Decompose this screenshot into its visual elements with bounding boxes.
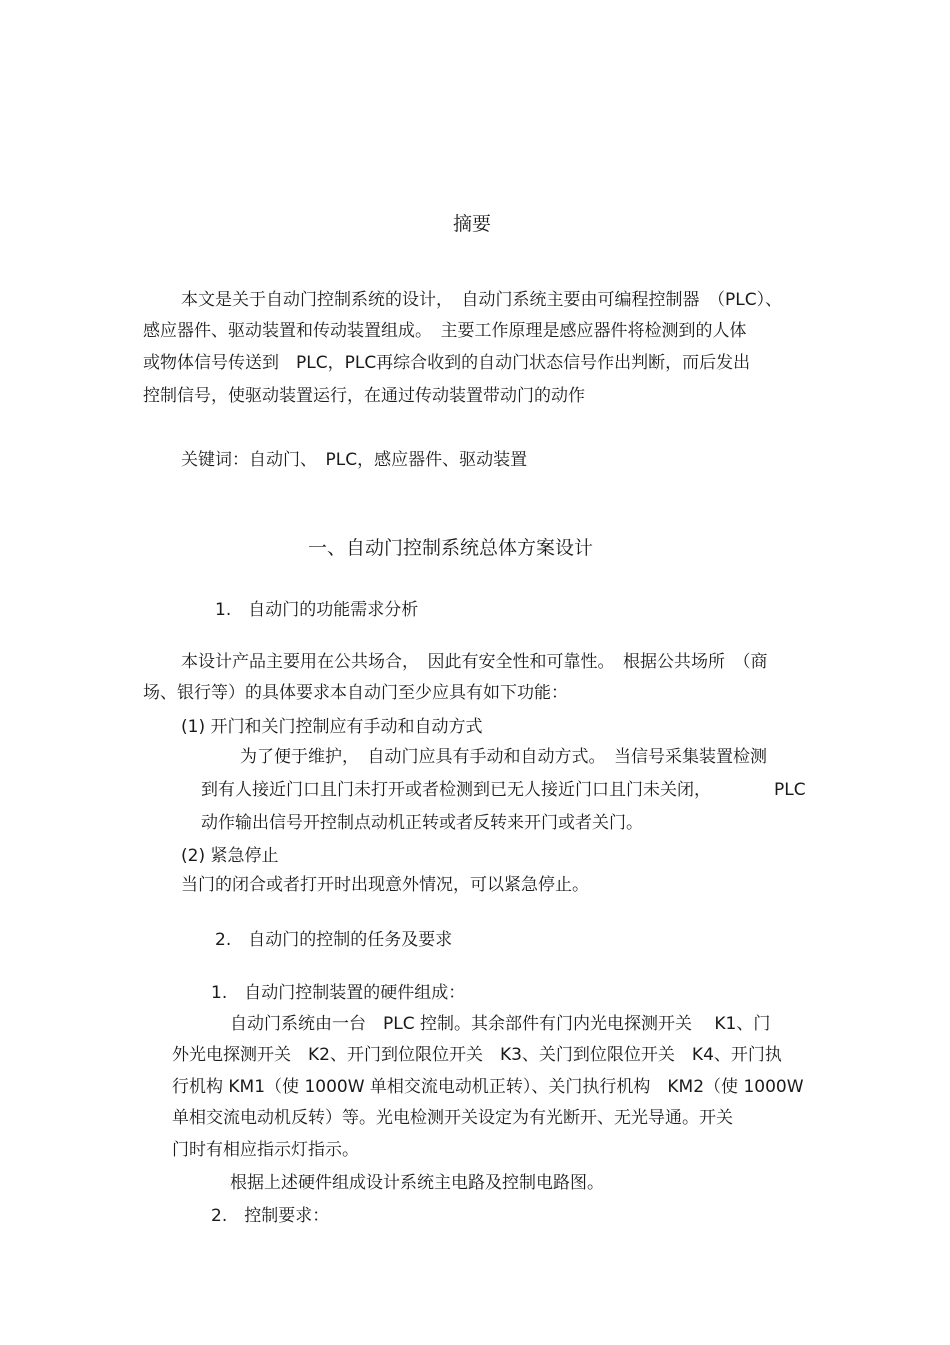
abstract-line-3: 或物体信号传送到 PLC，PLC再综合收到的自动门状态信号作出判断，而后发出 xyxy=(143,353,751,373)
function-item-2-title: (2) 紧急停止 xyxy=(181,846,279,866)
keywords: 关键词：自动门、 PLC，感应器件、驱动装置 xyxy=(181,450,528,470)
function-item-1-title: (1) 开门和关门控制应有手动和自动方式 xyxy=(181,717,483,737)
subsection-1-heading: 1. 自动门的功能需求分析 xyxy=(215,600,419,620)
hardware-line-5: 门时有相应指示灯指示。 xyxy=(172,1140,359,1160)
hardware-line-4: 单相交流电动机反转）等。光电检测开关设定为有光断开、无光导通。开关 xyxy=(172,1108,733,1128)
subsection-2-heading: 2. 自动门的控制的任务及要求 xyxy=(215,930,453,950)
function-item-1-line-1: 为了便于维护， 自动门应具有手动和自动方式。 当信号采集装置检测 xyxy=(240,747,767,767)
function-item-2-line: 当门的闭合或者打开时出现意外情况，可以紧急停止。 xyxy=(181,875,589,895)
hardware-line-3: 行机构 KM1（使 1000W 单相交流电动机正转）、关门执行机构 KM2（使 1000W xyxy=(172,1077,804,1097)
hardware-line-2: 外光电探测开关 K2、开门到位限位开关 K3、关门到位限位开关 K4、开门执 xyxy=(172,1045,782,1065)
section-1-heading: 一、自动门控制系统总体方案设计 xyxy=(308,537,594,559)
requirements-intro-line-2: 场、银行等）的具体要求本自动门至少应具有如下功能： xyxy=(143,683,568,703)
hardware-note: 根据上述硬件组成设计系统主电路及控制电路图。 xyxy=(230,1173,604,1193)
function-item-1-line-3: 动作输出信号开控制点动机正转或者反转来开门或者关门。 xyxy=(201,813,643,833)
abstract-line-4: 控制信号，使驱动装置运行，在通过传动装置带动门的动作 xyxy=(143,386,585,406)
function-item-1-line-2-plc: PLC xyxy=(774,780,806,800)
function-item-1-line-2: 到有人接近门口且门未打开或者检测到已无人接近门口且门未关闭， xyxy=(201,780,711,800)
abstract-line-1: 本文是关于自动门控制系统的设计， 自动门系统主要由可编程控制器 （PLC）、 xyxy=(181,290,783,310)
abstract-title: 摘要 xyxy=(453,213,492,235)
requirements-intro-line-1: 本设计产品主要用在公共场合， 因此有安全性和可靠性。 根据公共场所 （商 xyxy=(181,652,768,672)
abstract-line-2: 感应器件、驱动装置和传动装置组成。 主要工作原理是感应器件将检测到的人体 xyxy=(143,321,747,341)
hardware-heading: 1. 自动门控制装置的硬件组成： xyxy=(211,983,466,1003)
control-requirements-heading: 2. 控制要求： xyxy=(211,1206,330,1226)
hardware-line-1: 自动门系统由一台 PLC 控制。其余部件有门内光电探测开关 K1、门 xyxy=(230,1014,771,1034)
